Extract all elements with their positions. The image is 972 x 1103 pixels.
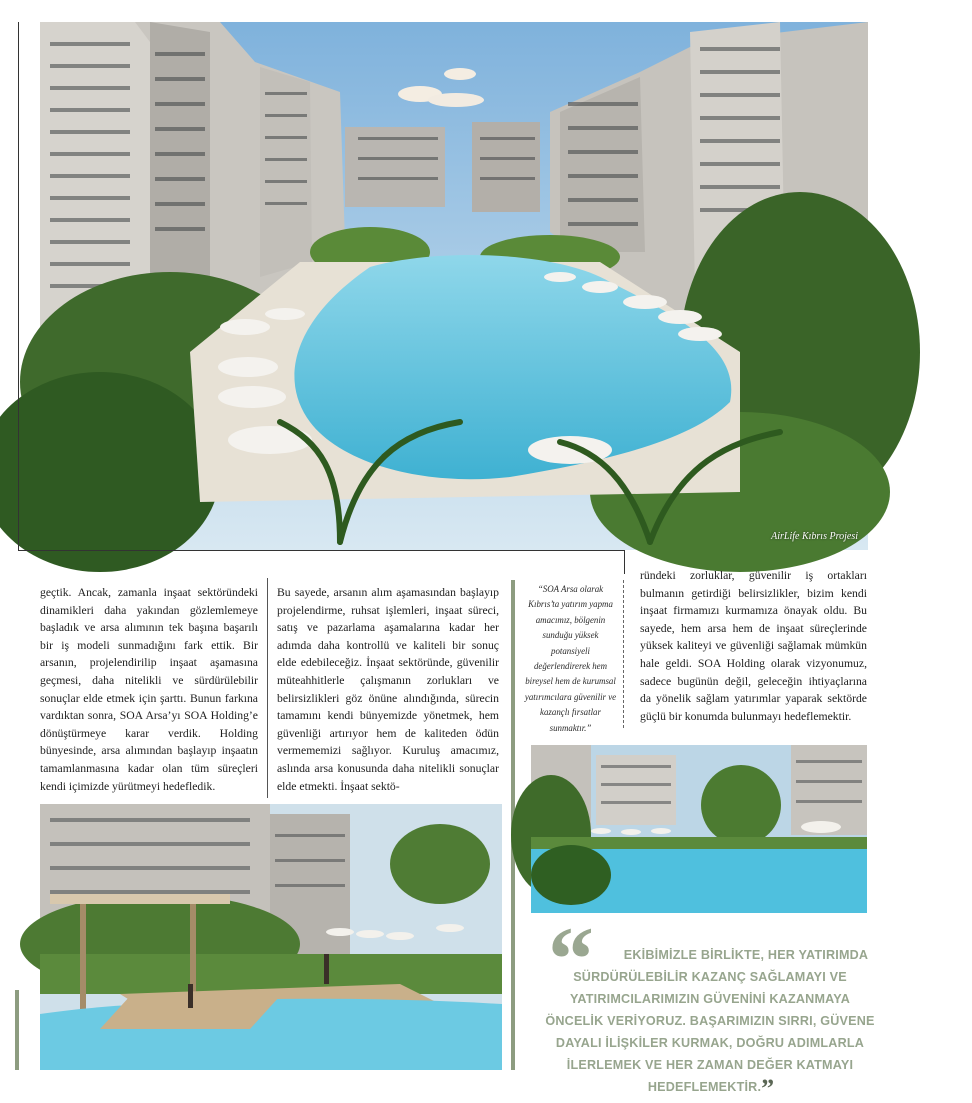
resort-pool-illustration	[40, 22, 868, 550]
lagoon-deck-illustration	[40, 804, 502, 1070]
column-corner-rule	[624, 550, 625, 574]
pull-quote-box	[522, 580, 624, 733]
lagoon-deck-photo	[40, 804, 502, 1070]
highlight-quote-text	[542, 944, 878, 1103]
column-1-text: geçtik. Ancak, zamanla inşaat sektöründeki dinamikleri daha yakından gözlemlemeye başladık ve arsa alımının tek başına başarılı bir iş modeli sunmadığını fark ettik. Bir arsanın, projelendirilip inşaat aşamasına geçmesi, daha nitelikli ve sürdürülebilir sonuçlar elde etmek için şarttı. Bunun farkına vardıktan sonra, SOA Arsa’yı SOA Holding’e dönüştürmeye karar verdik. Holding bünyesinde, arsa alımından başlayıp inşaatın tamamlanmasına kadar olan tüm süreçleri kendi içimizde yürütmeyi hedefledik.	[40, 586, 258, 793]
photo-caption: AirLife Kıbrıs Projesi	[771, 531, 858, 542]
hero-photo	[40, 22, 868, 550]
left-margin-rule	[18, 22, 19, 550]
highlight-quote	[542, 944, 878, 1103]
column-2-text: Bu sayede, arsanın alım aşamasından başlayıp projelendirme, ruhsat işlemleri, inşaat süreci, satış ve pazarlama aşamalarına kadar her adımda daha kontrollü ve kaliteli bir sonuç elde edebileceğiz. İnşaat sektöründe, güvenilir müteahhitlerle çalışmanın zorlukları ve belirsizlikleri göz önüne alındığında, sürecin tamamını kendi bünyemizde yönetmek, hem güvenliği artırıyor hem de kaliteden ödün vermememizi sağlıyor. Kuruluş amacımız, aslında arsa konusunda daha nitelikli sonuçlar elde etmekti. İnşaat sektö-	[277, 586, 499, 793]
open-quote-glyph: “	[548, 908, 588, 1010]
pool-view-photo	[531, 745, 867, 913]
highlight-quote-body: EKİBİMİZLE BİRLİKTE, HER YATIRIMDA SÜRDÜRÜLEBİLİR KAZANÇ SAĞLAMAYI VE YATIRIMCILARIMIZIN GÜVENİNİ KAZANMAYA ÖNCELİK VERİYORUZ. BAŞARIMIZIN SIRRI, GÜVENE DAYALI İLİŞKİLER KURMAK, DOĞRU ADIMLARLA İLERLEMEK VE HER ZAMAN DEĞER KATMAYI HEDEFLEMEKTİR.	[545, 948, 875, 1094]
column-3-text: ründeki zorluklar, güvenilir iş ortakları bulmanın getirdiği belirsizlikler, bizim kendi inşaat firmamızı kurmamıza önayak oldu. Bu sayede, hem arsa hem de inşaat süreçlerinde yüksek kaliteyi ve güvenliği sağlamak mümkün hale geldi. SOA Holding olarak vizyonumuz, sadece bugünün değil, geleceğin ihtiyaçlarına da yönelik sağlam yatırımlar yaparak sektörde güçlü bir konumda bulunmayı hedeflemektir.	[640, 569, 867, 723]
pull-quote-text: “SOA Arsa olarak Kıbrıs’ta yatırım yapma amacımız, bölgenin sunduğu yüksek potansiyeli değerlendirerek hem bireysel hem de kurumsal yatırımcılara güvenilir ve kazançlı fırsatlar sunmaktır.”	[524, 584, 617, 733]
pool-view-illustration	[531, 745, 867, 913]
text-column-2	[277, 584, 499, 795]
column-separator-rule	[18, 550, 624, 551]
column-divider	[267, 578, 268, 798]
left-accent-bar	[15, 990, 19, 1070]
text-column-3	[640, 567, 867, 725]
text-column-1	[40, 584, 258, 795]
close-quote-glyph: ”	[761, 1074, 773, 1103]
